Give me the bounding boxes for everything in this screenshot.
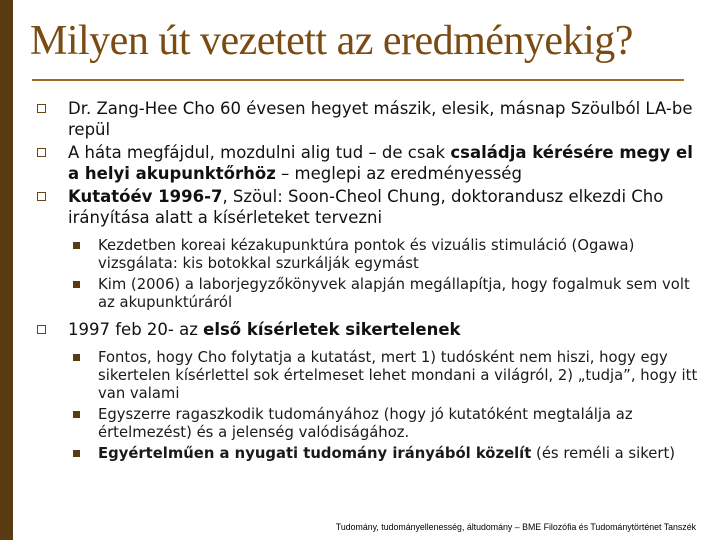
- bullet-research-year: [36, 186, 698, 228]
- bullet-text-post: – meglepi az eredményesség: [275, 164, 522, 183]
- sub-bullet-text-bold: Egyértelműen a nyugati tudomány irányából közelít: [98, 445, 532, 462]
- filled-square-bullet-icon: [73, 450, 80, 457]
- bullet-text: Dr. Zang-Hee Cho 60 évesen hegyet mászik, elesik, másnap Szöulból LA-be repül: [68, 99, 693, 139]
- bullet-back-pain: [36, 142, 698, 184]
- sub-bullet-cho-continues: [36, 349, 698, 403]
- sub-bullet-hand-acupuncture: [36, 237, 698, 273]
- bullet-first-experiments: [36, 319, 698, 340]
- sub-bullet-text: Egyszerre ragaszkodik tudományához (hogy jó kutatóként megtalálja az értelmezést) és a jelenség valódiságához.: [98, 406, 633, 441]
- filled-square-bullet-icon: [73, 242, 80, 249]
- hollow-square-bullet-icon: [37, 104, 46, 113]
- sub-bullet-text: Fontos, hogy Cho folytatja a kutatást, mert 1) tudósként nem hiszi, hogy egy sikertelen kísérlettel sok értelmeset lehet mondani a világról, 2) „tudja”, hogy itt van valami: [98, 349, 698, 402]
- filled-square-bullet-icon: [73, 411, 80, 418]
- bullet-text-bold: Kutatóév 1996-7: [68, 187, 223, 206]
- sub-bullet-western-science: [36, 445, 698, 463]
- sub-bullet-clings-to-science: [36, 406, 698, 442]
- slide-title: Milyen út vezetett az eredményekig?: [30, 18, 633, 64]
- bullet-text-post: , Szöul: Soon-Cheol Chung, doktorandusz elkezdi Cho irányítása alatt a kísérleteket tervezni: [68, 187, 664, 227]
- bullet-text-bold: első kísérletek sikertelenek: [203, 320, 461, 339]
- slide-content: [36, 98, 698, 464]
- hollow-square-bullet-icon: [37, 148, 46, 157]
- slide-footer: Tudomány, tudományellenesség, áltudomány – BME Filozófia és Tudománytörténet Tanszék: [335, 522, 696, 532]
- filled-square-bullet-icon: [73, 354, 80, 361]
- bullet-text-bold: családja kérésére megy el a helyi akupunktőrhöz: [68, 143, 693, 183]
- left-accent-bar: [0, 0, 13, 540]
- filled-square-bullet-icon: [73, 281, 80, 288]
- sub-bullet-text: Kezdetben koreai kézakupunktúra pontok és vizuális stimuláció (Ogawa) vizsgálata: kis botokkal szurkálják egymást: [98, 237, 635, 272]
- sub-bullet-text: Kim (2006) a laborjegyzőkönyvek alapján megállapítja, hogy fogalmuk sem volt az akupunktúráról: [98, 276, 690, 311]
- hollow-square-bullet-icon: [37, 192, 46, 201]
- bullet-text-pre: A háta megfájdul, mozdulni alig tud – de csak: [68, 143, 451, 162]
- sub-bullet-kim-2006: [36, 276, 698, 312]
- bullet-cho-climbing: [36, 98, 698, 140]
- bullet-text-pre: 1997 feb 20- az: [68, 320, 204, 339]
- sub-bullet-text-post: (és reméli a sikert): [531, 445, 676, 462]
- hollow-square-bullet-icon: [37, 325, 46, 334]
- title-underline: [32, 79, 684, 81]
